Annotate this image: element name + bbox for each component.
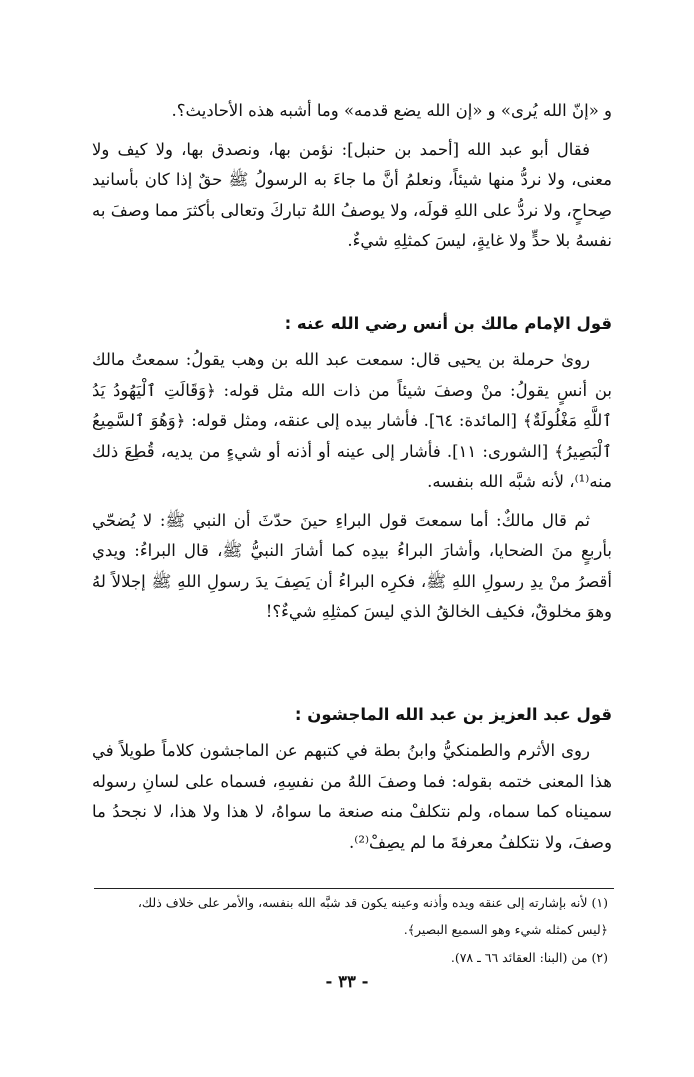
text-block-intro: [92, 96, 612, 257]
footnote-1: (١) لأنه بإشارته إلى عنقه ويده وأذنه وعينه يكون قد شبَّه الله بنفسه، والأمر على خلاف ذلك،: [137, 895, 608, 910]
paragraph-malik-bara: ثم قال مالكٌ: أما سمعتَ قول البراءِ حينَ حدّثَ أن النبي ﷺ: لا يُضحّي بأربعٍ منَ الضحايا، وأشارَ البراءُ بيدِه كما أشارَ النبيُّ ﷺ، قال البراءُ: ويدي أقصرُ منْ يدِ رسولِ اللهِ ﷺ، فكرِه البراءُ أن يَصِفَ يدَ رسولِ اللهِ ﷺ إجلالاً لهُ وهوَ مخلوقٌ، فكيف الخالقُ الذي ليسَ كمثلِهِ شيءٌ؟!: [92, 510, 612, 621]
paragraph-hadith-question: و «إنّ الله يُرى» و «إن الله يضع قدمه» وما أشبه هذه الأحاديث؟.: [171, 101, 612, 120]
text-block-malik: [92, 309, 612, 628]
text-block-majishun: [92, 700, 612, 858]
footnote-1-quran: ﴿ليس كمثله شيء وهو السميع البصير﴾.: [403, 922, 608, 937]
paragraph-ahmad-answer: فقال أبو عبد الله [أحمد بن حنبل]: نؤمن بها، ونصدق بها، ولا كيف ولا معنى، ولا نردُّ منها شيئاً، ونعلمُ أنَّ ما جاءَ به الرسولُ ﷺ حقٌ إذا كان بأسانيد صِحاحٍ، ولا نردُّ على اللهِ قولَه، ولا يوصفُ اللهُ تباركَ وتعالى بأكثرَ مما وصفَ به نفسهُ بلا حدٍّ ولا غايةٍ، ليسَ كمثلِهِ شيءٌ.: [92, 139, 612, 250]
paragraph-majishun-quote: روى الأثرم والطمنكيُّ وابنُ بطة في كتبهم عن الماجشون كلاماً طويلاً في هذا المعنى ختمه بقوله: فما وصفَ اللهُ من نفسِهِ، فسماه على لسانِ رسوله سميناه كما سماه، ولم نتكلفْ منه صنعة ما سواهُ، لا هذا ولا هذا، لا نجحدُ ما وصفَ، ولا نتكلفُ معرفةَ ما لم يصِفْ⁽²⁾.: [92, 741, 612, 852]
footnote-2: (٢) من (البنا: العقائد ٦٦ ـ ٧٨).: [450, 950, 608, 965]
paragraph-harmala-narration: روىٰ حرملة بن يحيى قال: سمعت عبد الله بن وهب يقولُ: سمعتُ مالك بن أنسٍ يقولُ: منْ وصفَ شيئاً من ذات الله مثل قوله: ﴿وَقَالَتِ ٱلْيَهُودُ يَدُ ٱللَّهِ مَغْلُولَةٌ﴾ [المائدة: ٦٤]. فأشار بيده إلى عنقه، ومثل قوله: ﴿وَهُوَ ٱلسَّمِيعُ ٱلْبَصِيرُ﴾ [الشورى: ١١]. فأشار إلى عينه أو أذنه أو شيءٍ من يديه، قُطِعَ ذلك منه⁽¹⁾، لأنه شبَّه الله بنفسه.: [92, 350, 612, 491]
section-heading-malik: قول الإمام مالك بن أنس رضي الله عنه :: [284, 314, 612, 333]
page-number: - ٣٣ -: [325, 972, 369, 991]
section-heading-majishun: قول عبد العزيز بن عبد الله الماجشون :: [294, 705, 612, 724]
